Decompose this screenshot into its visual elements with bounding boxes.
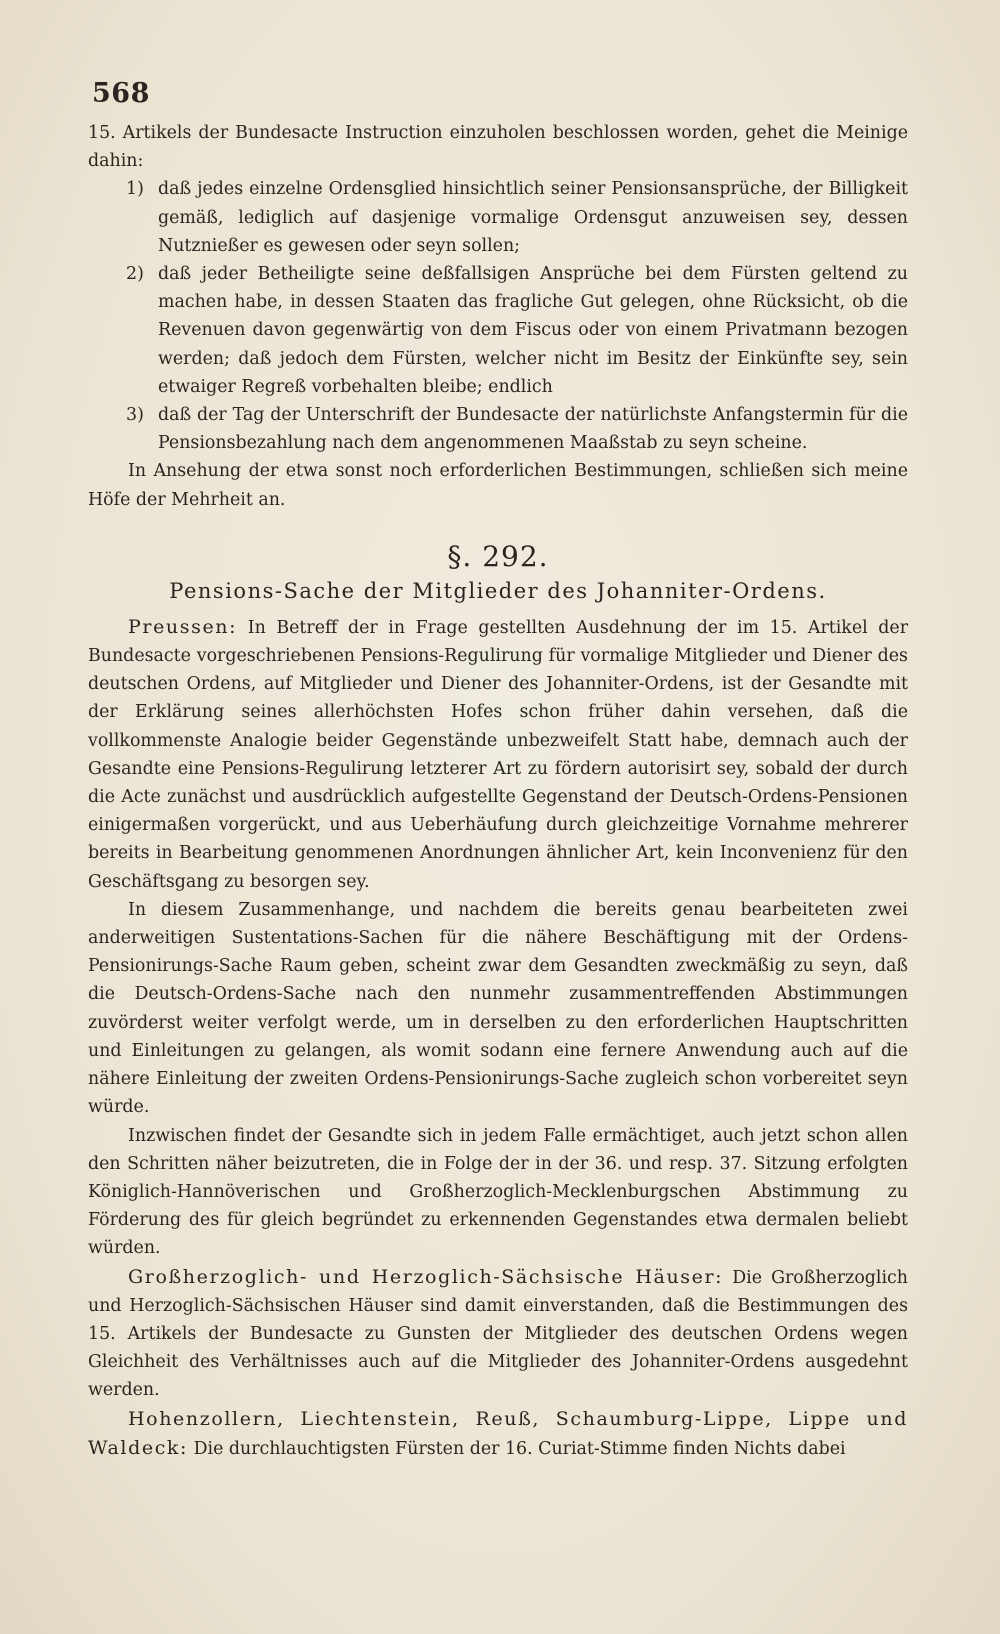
speaker-label: Hohenzollern, Liechtenstein, Reuß, Schaumburg-Lippe, Lippe und Waldeck:: [88, 1407, 908, 1459]
list-item: [88, 175, 908, 260]
list-item-number: 2): [126, 264, 144, 285]
paragraph-preussen: [88, 613, 908, 896]
speaker-label: Preussen:: [128, 615, 238, 638]
paragraph-zusammenhang: In diesem Zusammenhange, und nachdem die bereits genau bearbeiteten zwei anderweitigen Sustentations-Sachen für die nähere Beschäftigung mit der Ordens-Pensionirungs-Sache Raum geben, scheint zwar dem Gesandten zweckmäßig zu seyn, daß die Deutsch-Ordens-Sache nach den nunmehr zusammentreffenden Abstimmungen zuvörderst weiter verfolgt werde, um in derselben zu den erforderlichen Hauptschritten und Einleitungen zu gelangen, als womit sodann eine fernere Anwendung auch auf die nähere Einleitung der zweiten Ordens-Pensionirungs-Sache zugleich schon vorbereitet seyn würde.: [88, 899, 908, 1118]
speaker-label: Großherzoglich- und Herzoglich-Sächsische Häuser:: [128, 1265, 724, 1288]
paragraph-text: Die durchlauchtigsten Fürsten der 16. Curiat-Stimme finden Nichts dabei: [193, 1438, 846, 1459]
paragraph-saechsische-haeuser: [88, 1263, 908, 1405]
paragraph-text: In Betreff der in Frage gestellten Ausdehnung der im 15. Artikel der Bundesacte vorgeschriebenen Pensions-Regulirung für vormalige Mitglieder und Diener des deutschen Ordens, auf Mitglieder und Diener des Johanniter-Ordens, ist der Gesandte mit der Erklärung seines allerhöchsten Hofes schon früher dahin versehen, daß die vollkommenste Analogie beider Gegenstände unbezweifelt Statt habe, demnach auch der Gesandte eine Pensions-Regulirung letzterer Art zu fördern autorisirt sey, sobald der durch die Acte zunächst und ausdrücklich aufgestellte Gegenstand der Deutsch-Ordens-Pensionen einigermaßen vorgerückt, und aus Ueberhäufung durch gleichzeitige Vornahme mehrerer bereits in Bearbeitung genommenen Anordnungen ähnlicher Art, kein Inconvenienz für den Geschäftsgang zu besorgen sey.: [88, 617, 909, 892]
page-number: 568: [92, 78, 150, 109]
list-item: [88, 260, 908, 401]
list-item-number: 3): [126, 405, 144, 426]
list-item-text: daß jedes einzelne Ordensglied hinsichtlich seiner Pensionsansprüche, der Billigkeit gemäß, lediglich auf dasjenige vormalige Ordensgut anzuweisen sey, dessen Nutznießer es gewesen oder seyn sollen;: [158, 179, 908, 256]
list-item-text: daß jeder Betheiligte seine deßfallsigen Ansprüche bei dem Fürsten geltend zu machen habe, in dessen Staaten das fragliche Gut gelegen, ohne Rücksicht, ob die Revenuen davon gegenwärtig von dem Fiscus oder von einem Privatmann bezogen werden; daß jedoch dem Fürsten, welcher nicht im Besitz der Einkünfte sey, sein etwaiger Regreß vorbehalten bleibe; endlich: [158, 264, 908, 397]
list-item-text: daß der Tag der Unterschrift der Bundesacte der natürlichste Anfangstermin für die Pensionsbezahlung nach dem angenommenen Maaßstab zu seyn scheine.: [158, 405, 908, 454]
section-number: §. 292.: [447, 539, 549, 573]
paragraph-inzwischen: Inzwischen findet der Gesandte sich in jedem Falle ermächtiget, auch jetzt schon allen den Schritten näher beizutreten, die in Folge der in der 36. und resp. 37. Sitzung erfolgten Königlich-Hannöverischen und Großherzoglich-Mecklenburgschen Abstimmung zu Förderung des für gleich begründet zu erkennenden Gegenstandes etwa dermalen beliebt würden.: [88, 1125, 908, 1259]
paragraph-hohenzollern: [88, 1405, 908, 1463]
list-item-number: 1): [126, 179, 144, 200]
list-item: [88, 401, 908, 457]
section-title: Pensions-Sache der Mitglieder des Johanniter-Ordens.: [169, 578, 827, 603]
paragraph-text: Die Großherzoglich und Herzoglich-Sächsischen Häuser sind damit einverstanden, daß die Bestimmungen des 15. Artikels der Bundesacte zu Gunsten der Mitglieder des deutschen Ordens wegen Gleichheit des Verhältnisses auch auf die Mitglieder des Johanniter-Ordens ausgedehnt werden.: [88, 1267, 908, 1401]
numbered-list: [88, 175, 908, 457]
closing-paragraph: In Ansehung der etwa sonst noch erforderlichen Bestimmungen, schließen sich meine Höfe der Mehrheit an.: [88, 461, 908, 510]
intro-paragraph: 15. Artikels der Bundesacte Instruction einzuholen beschlossen worden, gehet die Meinige dahin:: [88, 123, 908, 172]
